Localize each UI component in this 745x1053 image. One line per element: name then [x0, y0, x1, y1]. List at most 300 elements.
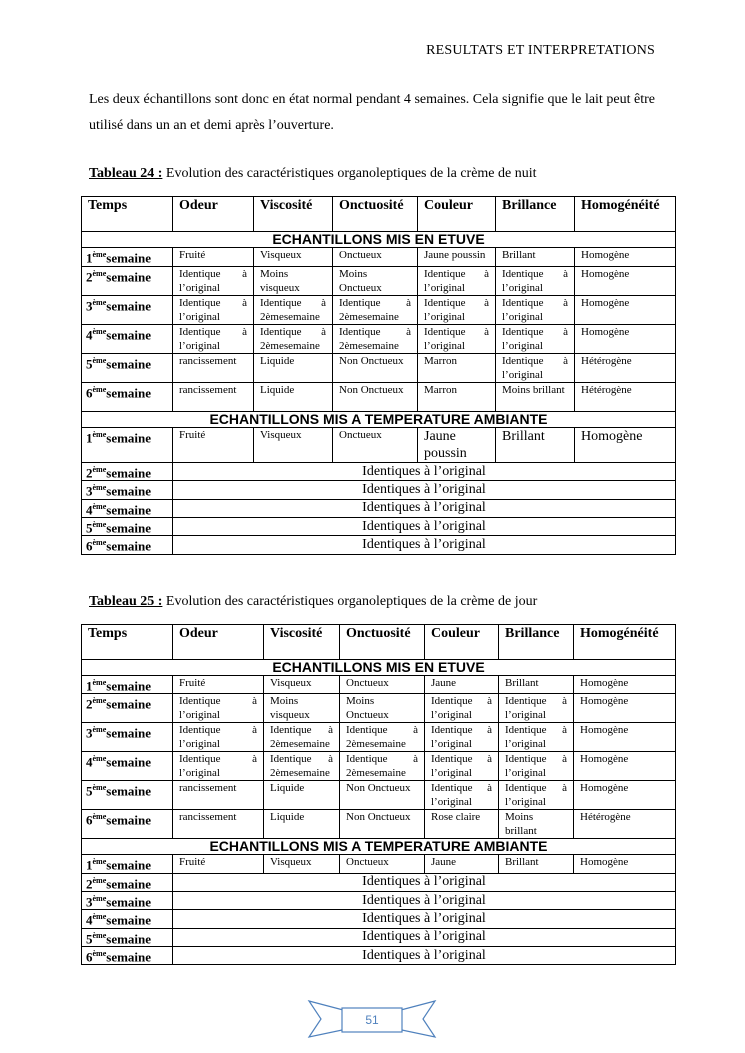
week-number: 3 [86, 483, 93, 499]
cell-text: Identique à l’original [502, 355, 568, 381]
merged-cell: Identiques à l’original [173, 499, 676, 517]
table-row [82, 296, 676, 325]
section-heading-etuve: ECHANTILLONS MIS EN ETUVE [82, 660, 676, 676]
week-suffix: ème [92, 356, 107, 365]
week-number: 5 [86, 356, 93, 372]
cell-text: rancissement [179, 782, 237, 795]
week-suffix: ème [92, 250, 107, 259]
week-number: 6 [86, 385, 93, 401]
table-cell [340, 723, 425, 752]
week-number: 4 [86, 327, 93, 343]
table-cell [254, 354, 333, 383]
table-cell [173, 676, 264, 694]
table-cell [264, 810, 340, 839]
cell-text: Identique à 2èmesemaine [270, 753, 333, 780]
week-suffix: ème [92, 465, 107, 474]
cell-text: Identique à l’original [179, 297, 247, 323]
table-cell [340, 855, 425, 873]
cell-text: Brillant [505, 856, 539, 869]
table-cell [496, 296, 575, 325]
cell-text: Moins Onctueux [346, 695, 389, 722]
week-suffix: ème [92, 948, 107, 958]
cell-text: Homogène [580, 677, 629, 689]
week-suffix: ème [92, 783, 107, 793]
table-cell [496, 325, 575, 354]
table-row [82, 723, 676, 752]
cell-text: Identique à l’original [505, 695, 567, 722]
table-cell [575, 296, 676, 325]
table-cell [173, 354, 254, 383]
cell-text: Identique à l’original [502, 297, 568, 323]
table-cell [499, 694, 574, 723]
table-cell [425, 752, 499, 781]
column-header: Temps [82, 625, 173, 660]
week-word: semaine [106, 483, 152, 499]
week-number: 2 [86, 465, 93, 481]
column-header: Brillance [496, 197, 575, 232]
week-word: semaine [106, 298, 152, 314]
cell-text: Non Onctueux [346, 811, 411, 824]
week-label [82, 891, 173, 909]
header-row [82, 625, 676, 660]
merged-cell: Identiques à l’original [173, 536, 676, 554]
cell-text: Visqueux [260, 249, 302, 261]
table-row [82, 536, 676, 554]
week-suffix: ème [92, 538, 107, 548]
cell-text: Identique à l’original [179, 753, 257, 780]
page-number-badge [307, 999, 437, 1039]
table-row [82, 928, 676, 946]
table-cell [173, 248, 254, 267]
cell-text: Moins brillant [505, 811, 537, 838]
cell-text: Identique à l’original [179, 268, 247, 294]
cell-text: Hétérogène [581, 355, 632, 367]
week-label [82, 463, 173, 481]
week-word: semaine [106, 930, 152, 946]
cell-text: Identique à l’original [424, 297, 489, 323]
week-suffix: ème [92, 269, 107, 278]
table-cell [254, 383, 333, 412]
cell-text: Identique à l’original [179, 724, 257, 751]
table-cell [425, 810, 499, 839]
week-word: semaine [106, 912, 152, 928]
cell-text: Rose claire [431, 811, 481, 824]
table-cell [574, 781, 676, 810]
cell-text: Onctueux [346, 677, 389, 689]
table-cell [173, 810, 264, 839]
cell-text: Identique à l’original [431, 782, 492, 809]
cell-text: Liquide [260, 355, 295, 367]
table-cell [575, 248, 676, 267]
table-cell [173, 325, 254, 354]
table-cell [333, 267, 418, 296]
table-cell [575, 383, 676, 412]
table-cell [418, 325, 496, 354]
cell-text: Liquide [270, 782, 305, 795]
week-suffix: ème [92, 857, 107, 867]
cell-text: Identique à l’original [505, 782, 567, 809]
table-cell [418, 296, 496, 325]
week-word: semaine [106, 696, 152, 712]
week-number: 3 [86, 725, 93, 741]
table-cell [254, 428, 333, 463]
table-row [82, 481, 676, 499]
week-label [82, 481, 173, 499]
week-label [82, 267, 173, 296]
week-number: 6 [86, 949, 93, 965]
week-number: 4 [86, 754, 93, 770]
week-word: semaine [106, 875, 152, 891]
cell-text: Homogène [581, 268, 630, 280]
week-number: 5 [86, 783, 93, 799]
week-number: 2 [86, 696, 93, 712]
table-cell [499, 781, 574, 810]
table-cell [575, 267, 676, 296]
cell-text: Fruité [179, 856, 206, 869]
cell-text: Jaune [431, 856, 457, 869]
cell-text: Onctueux [339, 429, 382, 441]
cell-text: Identique à l’original [179, 326, 247, 352]
merged-cell: Identiques à l’original [173, 481, 676, 499]
cell-text: Identique à l’original [424, 326, 489, 352]
week-suffix: ème [92, 893, 107, 903]
merged-cell: Identiques à l’original [173, 928, 676, 946]
table-cell [499, 855, 574, 873]
week-suffix: ème [92, 327, 107, 336]
column-header: Temps [82, 197, 173, 232]
week-suffix: ème [92, 875, 107, 885]
week-suffix: ème [92, 430, 107, 439]
intro-paragraph: Les deux échantillons sont donc en état normal pendant 4 semaines. Cela signifie que le lait peut être utilisé dans un an et demi après l’ouverture. [89, 92, 655, 133]
week-label [82, 517, 173, 535]
table-cell [333, 428, 418, 463]
table-24-title: Evolution des caractéristiques organoleptiques de la crème de nuit [162, 166, 537, 181]
cell-text: Non Onctueux [346, 782, 411, 795]
table-row [82, 910, 676, 928]
merged-cell: Identiques à l’original [173, 517, 676, 535]
cell-text: Homogène [581, 249, 630, 261]
section-row-ambiante [82, 412, 676, 428]
cell-text: Homogène [581, 429, 643, 444]
table-cell [574, 676, 676, 694]
week-word: semaine [106, 857, 152, 873]
cell-text: Identique à l’original [505, 753, 567, 780]
cell-text: Homogène [580, 724, 629, 737]
table-cell [499, 810, 574, 839]
table-cell [173, 723, 264, 752]
header-row [82, 197, 676, 232]
table-cell [496, 383, 575, 412]
week-label [82, 810, 173, 839]
cell-text: Moins visqueux [270, 695, 310, 722]
cell-text: Identique à 2èmesemaine [346, 724, 418, 751]
cell-text: Homogène [581, 297, 630, 309]
week-label [82, 296, 173, 325]
cell-text: Fruité [179, 249, 206, 261]
week-label [82, 694, 173, 723]
week-label [82, 428, 173, 463]
table-row [82, 354, 676, 383]
week-suffix: ème [92, 678, 107, 687]
cell-text: Visqueux [260, 429, 302, 441]
cell-text: Brillant [502, 429, 545, 444]
table-cell [264, 781, 340, 810]
week-number: 4 [86, 912, 93, 928]
week-word: semaine [106, 465, 152, 481]
table-25-caption [89, 594, 537, 610]
cell-text: Identique à 2èmesemaine [339, 326, 411, 352]
week-word: semaine [106, 754, 152, 770]
table-cell [173, 267, 254, 296]
cell-text: Jaune [431, 677, 457, 689]
week-label [82, 781, 173, 810]
table-row [82, 248, 676, 267]
cell-text: Identique à l’original [431, 753, 492, 780]
table-cell [173, 296, 254, 325]
table-25-label: Tableau 25 : [89, 594, 163, 609]
week-word: semaine [106, 812, 152, 828]
table-24-caption [89, 166, 537, 182]
table-cell [574, 855, 676, 873]
week-suffix: ème [92, 912, 107, 922]
week-word: semaine [106, 783, 152, 799]
week-number: 1 [86, 678, 93, 694]
cell-text: Hétérogène [581, 384, 632, 396]
table-cell [173, 383, 254, 412]
table-cell [340, 810, 425, 839]
cell-text: Moins visqueux [260, 268, 300, 294]
week-label [82, 325, 173, 354]
table-cell [574, 723, 676, 752]
cell-text: Homogène [581, 326, 630, 338]
column-header: Couleur [418, 197, 496, 232]
week-label [82, 723, 173, 752]
table-cell [418, 267, 496, 296]
table-cell [333, 383, 418, 412]
table-row [82, 855, 676, 873]
week-number: 5 [86, 930, 93, 946]
table-24 [81, 196, 676, 555]
column-header: Odeur [173, 625, 264, 660]
table-cell [333, 248, 418, 267]
week-suffix: ème [92, 725, 107, 735]
table-cell [418, 428, 496, 463]
table-row [82, 499, 676, 517]
week-number: 2 [86, 269, 93, 285]
column-header: Homogénéité [575, 197, 676, 232]
week-word: semaine [106, 894, 152, 910]
week-word: semaine [106, 269, 152, 285]
table-cell [425, 676, 499, 694]
section-heading-ambiante: ECHANTILLONS MIS A TEMPERATURE AMBIANTE [82, 839, 676, 855]
table-row [82, 428, 676, 463]
table-cell [340, 752, 425, 781]
table-cell [173, 752, 264, 781]
cell-text: Homogène [580, 856, 629, 869]
week-word: semaine [106, 725, 152, 741]
table-cell [264, 676, 340, 694]
week-suffix: ème [92, 298, 107, 307]
table-cell [499, 723, 574, 752]
cell-text: Homogène [580, 782, 629, 795]
table-cell [496, 354, 575, 383]
table-row [82, 873, 676, 891]
cell-text: Identique à l’original [502, 326, 568, 352]
table-cell [575, 354, 676, 383]
week-label [82, 676, 173, 694]
cell-text: Identique à 2èmesemaine [346, 753, 418, 780]
column-header: Viscosité [264, 625, 340, 660]
table-24-label: Tableau 24 : [89, 166, 163, 181]
week-suffix: ème [92, 501, 107, 511]
week-number: 6 [86, 812, 93, 828]
table-cell [173, 855, 264, 873]
table-cell [418, 354, 496, 383]
cell-text: Fruité [179, 429, 206, 441]
week-suffix: ème [92, 930, 107, 940]
week-number: 1 [86, 430, 93, 446]
week-number: 6 [86, 538, 93, 554]
table-cell [418, 383, 496, 412]
cell-text: Identique à 2èmesemaine [260, 297, 326, 323]
table-row [82, 383, 676, 412]
cell-text: Identique à l’original [431, 695, 492, 722]
cell-text: Homogène [580, 753, 629, 766]
week-suffix: ème [92, 385, 107, 394]
week-label [82, 499, 173, 517]
cell-text: Identique à l’original [505, 724, 567, 751]
column-header: Onctuosité [333, 197, 418, 232]
section-row-etuve [82, 660, 676, 676]
table-cell [254, 267, 333, 296]
week-label [82, 873, 173, 891]
cell-text: Visqueux [270, 677, 312, 689]
table-cell [496, 428, 575, 463]
table-cell [254, 248, 333, 267]
cell-text: rancissement [179, 384, 237, 396]
table-row [82, 891, 676, 909]
table-cell [254, 325, 333, 354]
table-row [82, 267, 676, 296]
cell-text: Fruité [179, 677, 206, 689]
week-label [82, 946, 173, 964]
table-cell [264, 694, 340, 723]
cell-text: Liquide [260, 384, 295, 396]
table-cell [425, 694, 499, 723]
cell-text: Identique à 2èmesemaine [270, 724, 333, 751]
week-suffix: ème [92, 696, 107, 706]
week-number: 1 [86, 857, 93, 873]
week-label [82, 928, 173, 946]
table-cell [173, 781, 264, 810]
table-cell [574, 752, 676, 781]
cell-text: Moins brillant [502, 384, 565, 396]
table-row [82, 781, 676, 810]
table-cell [425, 723, 499, 752]
week-word: semaine [106, 949, 152, 965]
column-header: Onctuosité [340, 625, 425, 660]
table-row [82, 810, 676, 839]
cell-text: Identique à l’original [179, 695, 257, 722]
week-word: semaine [106, 430, 152, 446]
cell-text: rancissement [179, 811, 237, 824]
cell-text: Jaune poussin [424, 429, 467, 461]
merged-cell: Identiques à l’original [173, 946, 676, 964]
table-cell [496, 248, 575, 267]
table-cell [425, 855, 499, 873]
section-row-ambiante [82, 839, 676, 855]
table-row [82, 463, 676, 481]
table-row [82, 946, 676, 964]
table-cell [575, 325, 676, 354]
week-suffix: ème [92, 483, 107, 493]
cell-text: Onctueux [339, 249, 382, 261]
cell-text: Marron [424, 355, 457, 367]
column-header: Brillance [499, 625, 574, 660]
week-number: 3 [86, 894, 93, 910]
week-label [82, 248, 173, 267]
week-word: semaine [106, 385, 152, 401]
week-number: 3 [86, 298, 93, 314]
table-cell [340, 781, 425, 810]
table-row [82, 325, 676, 354]
week-label [82, 354, 173, 383]
table-row [82, 676, 676, 694]
cell-text: Homogène [580, 695, 629, 708]
column-header: Couleur [425, 625, 499, 660]
merged-cell: Identiques à l’original [173, 463, 676, 481]
table-cell [425, 781, 499, 810]
table-cell [333, 354, 418, 383]
table-cell [418, 248, 496, 267]
cell-text: rancissement [179, 355, 237, 367]
section-heading-ambiante: ECHANTILLONS MIS A TEMPERATURE AMBIANTE [82, 412, 676, 428]
cell-text: Identique à l’original [431, 724, 492, 751]
week-label [82, 752, 173, 781]
table-row [82, 694, 676, 723]
cell-text: Identique à l’original [502, 268, 568, 294]
week-word: semaine [106, 250, 152, 266]
cell-text: Liquide [270, 811, 305, 824]
week-label [82, 855, 173, 873]
cell-text: Moins Onctueux [339, 268, 382, 294]
week-number: 2 [86, 875, 93, 891]
merged-cell: Identiques à l’original [173, 891, 676, 909]
week-word: semaine [106, 520, 152, 536]
running-header: RESULTATS ET INTERPRETATIONS [426, 43, 655, 58]
column-header: Viscosité [254, 197, 333, 232]
cell-text: Identique à l’original [424, 268, 489, 294]
merged-cell: Identiques à l’original [173, 910, 676, 928]
cell-text: Non Onctueux [339, 355, 404, 367]
week-label [82, 910, 173, 928]
section-heading-etuve: ECHANTILLONS MIS EN ETUVE [82, 232, 676, 248]
cell-text: Marron [424, 384, 457, 396]
table-cell [574, 810, 676, 839]
cell-text: Identique à 2èmesemaine [339, 297, 411, 323]
cell-text: Visqueux [270, 856, 312, 869]
week-suffix: ème [92, 754, 107, 764]
week-word: semaine [106, 678, 152, 694]
week-number: 5 [86, 520, 93, 536]
table-cell [574, 694, 676, 723]
table-cell [173, 694, 264, 723]
table-cell [499, 676, 574, 694]
cell-text: Identique à 2èmesemaine [260, 326, 326, 352]
table-row [82, 752, 676, 781]
table-cell [173, 428, 254, 463]
table-cell [333, 296, 418, 325]
